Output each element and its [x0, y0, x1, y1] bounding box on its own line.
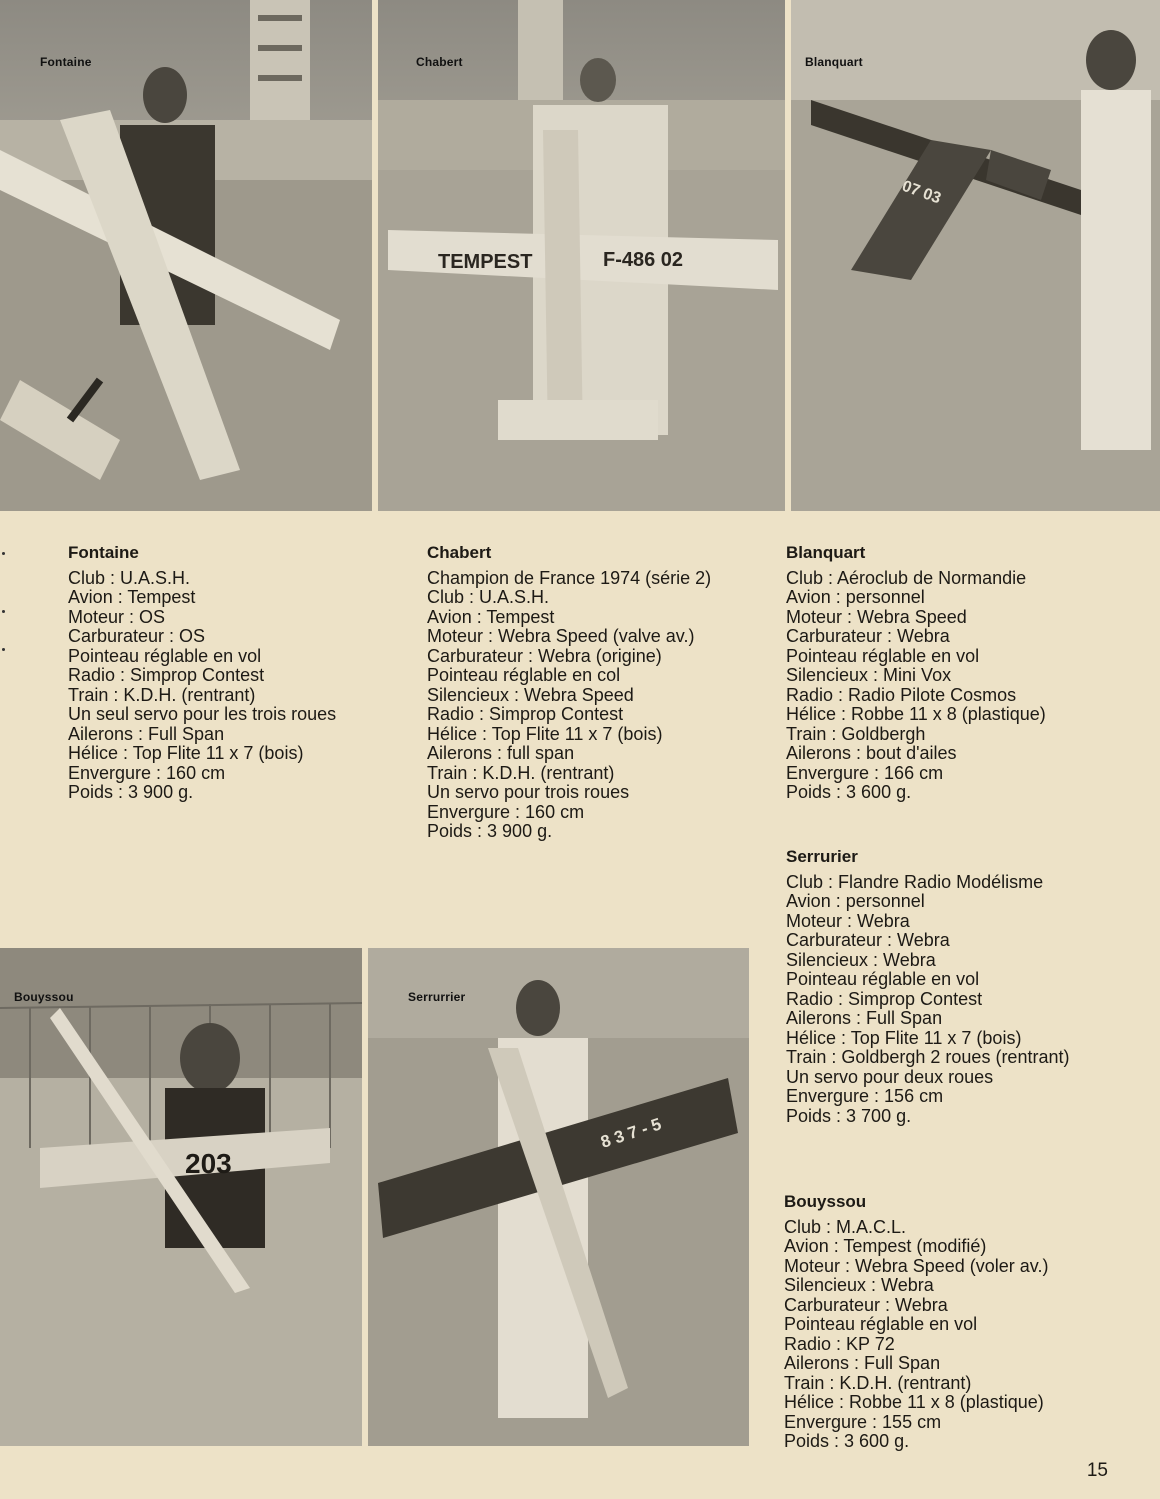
photo-chabert-drawing	[378, 0, 785, 511]
spec-line: Radio : Simprop Contest	[786, 988, 983, 1009]
spec-line: Poids : 3 700 g.	[786, 1105, 912, 1126]
spec-line: Carburateur : Webra	[786, 626, 950, 646]
plane-marking: TEMPEST	[438, 251, 533, 273]
spec-line: Moteur : Webra Speed (valve av.)	[427, 626, 695, 646]
spec-line: Un servo pour trois roues	[427, 782, 630, 802]
spec-line: Radio : Radio Pilote Cosmos	[786, 684, 1017, 705]
spec-line: Train : Goldbergh 2 roues (rentrant)	[786, 1047, 1070, 1067]
spec-line: Club : U.A.S.H.	[68, 567, 191, 588]
spec-line: Carburateur : Webra (origine)	[427, 645, 662, 666]
pilot-chabert	[427, 543, 732, 842]
spec-line: Ailerons : Full Span	[786, 1008, 943, 1028]
spec-line: Club : Flandre Radio Modélisme	[786, 871, 1044, 892]
spec-line: Radio : KP 72	[784, 1333, 895, 1354]
plane-marking: 8 3 7 - 5	[598, 1114, 664, 1152]
spec-line: Poids : 3 900 g.	[427, 821, 553, 841]
spec-line: Pointeau réglable en vol	[786, 969, 980, 989]
spec-line: Hélice : Top Flite 11 x 7 (bois)	[427, 723, 663, 744]
page-number: 15	[1086, 1460, 1108, 1481]
pilot-blanquart	[786, 543, 1096, 803]
pilot-name: Fontaine	[68, 543, 139, 562]
photo-fontaine-drawing	[0, 0, 372, 511]
spec-line: Ailerons : Full Span	[68, 723, 225, 744]
photo-chabert	[378, 0, 785, 511]
pilot-name: Bouyssou	[784, 1192, 867, 1211]
spec-line: Hélice : Robbe 11 x 8 (plastique)	[784, 1392, 1044, 1412]
photo-caption: Fontaine	[40, 55, 92, 69]
spec-line: Train : Goldbergh	[786, 723, 926, 744]
spec-line: Carburateur : Webra	[784, 1294, 948, 1315]
pilot-fontaine	[68, 543, 368, 803]
photo-serrurrier	[368, 948, 749, 1446]
spec-line: Train : K.D.H. (rentrant)	[784, 1372, 972, 1393]
photo-fontaine	[0, 0, 372, 511]
spec-line: Poids : 3 600 g.	[784, 1431, 910, 1451]
photo-blanquart-drawing	[791, 0, 1160, 511]
spec-line: Club : U.A.S.H.	[427, 587, 550, 607]
spec-line: Moteur : Webra Speed (voler av.)	[784, 1255, 1049, 1276]
spec-line: Avion : Tempest	[427, 606, 555, 627]
spec-line: Club : Aéroclub de Normandie	[786, 567, 1027, 588]
spec-line: Ailerons : full span	[427, 743, 575, 763]
spec-line: Un servo pour deux roues	[786, 1066, 994, 1087]
pilot-name: Blanquart	[786, 543, 866, 562]
spec-line: Carburateur : Webra	[786, 930, 950, 950]
photo-caption: Blanquart	[805, 55, 863, 69]
pilot-name: Chabert	[427, 543, 492, 562]
spec-line: Ailerons : Full Span	[784, 1353, 941, 1373]
spec-line: Moteur : OS	[68, 606, 166, 627]
photo-bouyssou	[0, 948, 362, 1446]
spec-line: Club : M.A.C.L.	[784, 1216, 907, 1237]
plane-registration: F-486 02	[603, 249, 684, 271]
photo-serrurrier-drawing	[368, 948, 749, 1446]
photo-blanquart	[791, 0, 1160, 511]
photo-caption: Bouyssou	[14, 990, 74, 1004]
spec-line: Hélice : Robbe 11 x 8 (plastique)	[786, 704, 1046, 724]
spec-line: Champion de France 1974 (série 2)	[427, 567, 712, 588]
spec-line: Ailerons : bout d'ailes	[786, 743, 957, 763]
spec-line: Envergure : 160 cm	[68, 762, 226, 783]
spec-line: Radio : Simprop Contest	[427, 704, 624, 724]
spec-line: Hélice : Top Flite 11 x 7 (bois)	[68, 743, 304, 763]
photo-caption: Chabert	[416, 55, 463, 69]
spec-line: Poids : 3 900 g.	[68, 782, 194, 802]
photo-caption: Serrurrier	[408, 990, 466, 1004]
spec-line: Poids : 3 600 g.	[786, 782, 912, 802]
pilot-bib: 203	[185, 1148, 232, 1179]
margin-dot	[2, 648, 5, 651]
photo-bouyssou-drawing	[0, 948, 362, 1446]
spec-line: Envergure : 155 cm	[784, 1411, 942, 1432]
spec-line: Envergure : 166 cm	[786, 762, 944, 783]
margin-dot	[2, 610, 5, 613]
spec-line: Avion : Tempest (modifié)	[784, 1236, 987, 1256]
spec-line: Hélice : Top Flite 11 x 7 (bois)	[786, 1027, 1022, 1048]
pilot-bouyssou	[784, 1192, 1094, 1452]
spec-line: Avion : personnel	[786, 891, 925, 911]
spec-line: Silencieux : Webra	[786, 949, 936, 970]
spec-line: Moteur : Webra	[786, 910, 910, 931]
spec-line: Silencieux : Webra Speed	[427, 684, 634, 705]
spec-line: Moteur : Webra Speed	[786, 606, 967, 627]
spec-line: Pointeau réglable en vol	[784, 1314, 978, 1334]
pilot-serrurier	[786, 847, 1091, 1126]
spec-line: Train : K.D.H. (rentrant)	[427, 762, 615, 783]
spec-line: Avion : Tempest	[68, 587, 196, 607]
spec-line: Envergure : 156 cm	[786, 1086, 944, 1106]
spec-line: Radio : Simprop Contest	[68, 665, 265, 685]
spec-line: Silencieux : Webra	[784, 1275, 934, 1295]
spec-line: Pointeau réglable en col	[427, 665, 621, 685]
margin-dot	[2, 552, 5, 555]
spec-line: Pointeau réglable en vol	[786, 645, 980, 666]
spec-line: Carburateur : OS	[68, 626, 206, 646]
spec-line: Train : K.D.H. (rentrant)	[68, 684, 256, 705]
pilot-name: Serrurier	[786, 847, 858, 866]
spec-line: Pointeau réglable en vol	[68, 645, 262, 666]
plane-marking: 07 03	[899, 177, 944, 208]
spec-line: Envergure : 160 cm	[427, 801, 585, 822]
spec-line: Un seul servo pour les trois roues	[68, 704, 337, 724]
spec-line: Avion : personnel	[786, 587, 925, 607]
spec-line: Silencieux : Mini Vox	[786, 665, 952, 685]
